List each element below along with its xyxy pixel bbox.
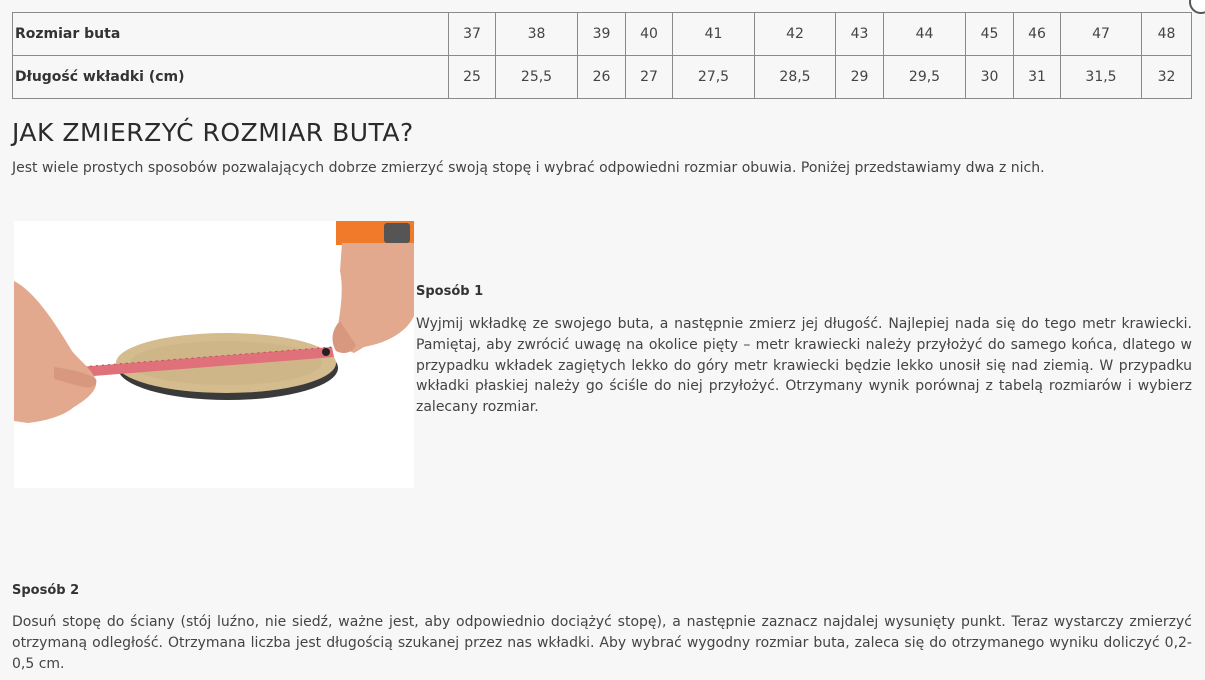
length-cell: 28,5 bbox=[755, 56, 836, 99]
insole-measurement-photo bbox=[14, 221, 414, 488]
method1-heading: Sposób 1 bbox=[416, 284, 484, 299]
size-cell: 45 bbox=[966, 13, 1014, 56]
length-cell: 25,5 bbox=[496, 56, 578, 99]
length-cell: 29 bbox=[836, 56, 884, 99]
method1-text: Wyjmij wkładkę ze swojego buta, a następnie zmierz jej długość. Najlepiej nada się do tego metr krawiecki. Pamiętaj, aby zwrócić uwagę na okolice pięty – metr krawiecki należy przyłożyć do samego końca, dlatego w przypadku wkładek zagiętych lekko do góry metr krawiecki będzie lekko unosił się nad ziemią. W przypadku wkładki płaskiej należy go ściśle do niej przyłożyć. Otrzymany wynik porównaj z tabelą rozmiarów i wybierz zalecany rozmiar. bbox=[416, 316, 1192, 416]
size-cell: 37 bbox=[449, 13, 496, 56]
size-cell: 38 bbox=[496, 13, 578, 56]
size-cell: 43 bbox=[836, 13, 884, 56]
size-cell: 41 bbox=[673, 13, 755, 56]
size-cell: 48 bbox=[1142, 13, 1192, 56]
length-cell: 26 bbox=[578, 56, 626, 99]
size-cell: 40 bbox=[626, 13, 673, 56]
size-cell: 47 bbox=[1061, 13, 1142, 56]
length-cell: 30 bbox=[966, 56, 1014, 99]
length-cell: 31,5 bbox=[1061, 56, 1142, 99]
length-cell: 29,5 bbox=[884, 56, 966, 99]
intro-text: Jest wiele prostych sposobów pozwalających dobrze zmierzyć swoją stopę i wybrać odpowiedni rozmiar obuwia. Poniżej przedstawiamy dwa z nich. bbox=[12, 160, 1045, 176]
size-cell: 42 bbox=[755, 13, 836, 56]
size-cell: 46 bbox=[1014, 13, 1061, 56]
length-cell: 32 bbox=[1142, 56, 1192, 99]
method2-heading: Sposób 2 bbox=[12, 583, 80, 598]
size-cell: 44 bbox=[884, 13, 966, 56]
page-title: JAK ZMIERZYĆ ROZMIAR BUTA? bbox=[12, 118, 414, 147]
length-cell: 31 bbox=[1014, 56, 1061, 99]
row-label-insole-length: Długość wkładki (cm) bbox=[13, 56, 449, 99]
table-row-lengths bbox=[13, 56, 1192, 99]
size-chart-table bbox=[12, 12, 1192, 99]
size-cell: 39 bbox=[578, 13, 626, 56]
table-row-sizes bbox=[13, 13, 1192, 56]
length-cell: 25 bbox=[449, 56, 496, 99]
length-cell: 27 bbox=[626, 56, 673, 99]
row-label-shoe-size: Rozmiar buta bbox=[13, 13, 449, 56]
length-cell: 27,5 bbox=[673, 56, 755, 99]
method2-text: Dosuń stopę do ściany (stój luźno, nie siedź, ważne jest, aby odpowiednio dociążyć stopę), a następnie zaznacz najdalej wysunięty punkt. Teraz wystarczy zmierzyć otrzymaną odległość. Otrzymana liczba jest długością szukanej przez nas wkładki. Aby wybrać wygodny rozmiar buta, zaleca się do otrzymanego wyniku doliczyć 0,2-0,5 cm. bbox=[12, 614, 1192, 672]
